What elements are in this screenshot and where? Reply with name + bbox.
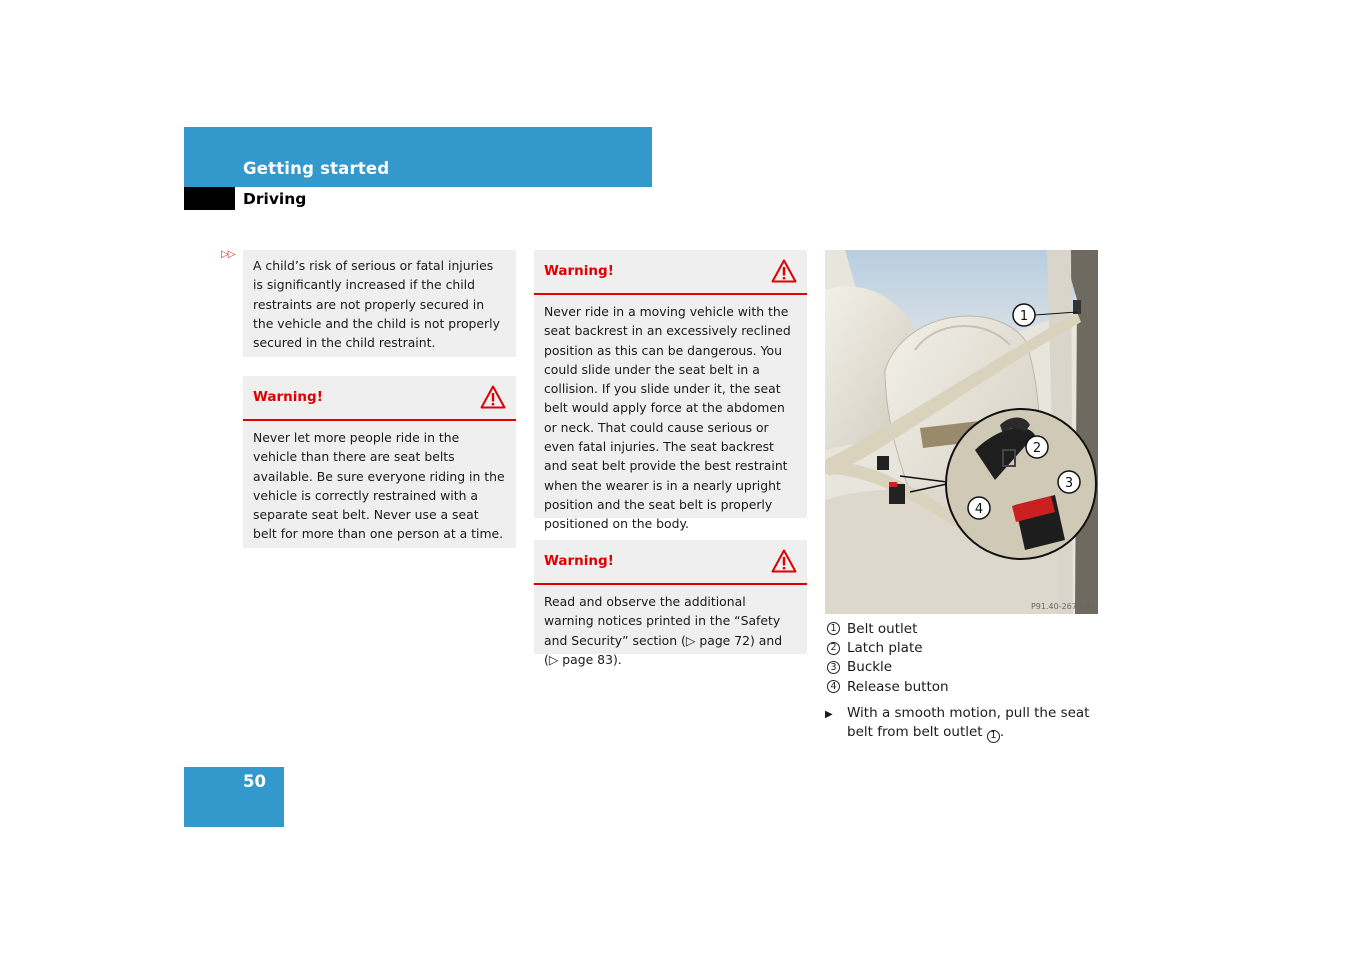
warning-text: Never let more people ride in the vehicle than there are seat belts available. Be sure everyone riding in the vehicle is correctly restrained with a separate seat belt. Never use a seat belt for more than one person at a time. xyxy=(253,430,505,542)
section-tab-marker xyxy=(184,187,235,210)
section-title: Getting started xyxy=(243,159,390,178)
legend-item xyxy=(825,658,1100,677)
legend-number: 4 xyxy=(827,680,840,693)
warning-label: Warning! xyxy=(544,553,614,569)
warning-header xyxy=(534,540,807,585)
legend-label: Belt outlet xyxy=(847,620,918,637)
legend-item xyxy=(825,619,1100,638)
intro-text: A child’s risk of serious or fatal injuries is significantly increased if the child restraints are not properly secured in the vehicle and the child is not properly secured in the child restraint. xyxy=(253,258,500,351)
figure-legend xyxy=(825,619,1100,697)
instruction-step xyxy=(825,704,1100,743)
warning-box-additional-notices xyxy=(534,540,807,667)
legend-label: Buckle xyxy=(847,659,893,676)
legend-number: 3 xyxy=(827,661,840,674)
warning-triangle-icon xyxy=(771,549,797,573)
legend-number: 2 xyxy=(827,642,840,655)
legend-label: Latch plate xyxy=(847,640,923,657)
warning-text: Never ride in a moving vehicle with the seat backrest in an excessively reclined position as this can be dangerous. You could slide under the seat belt in a collision. If you slide under it, the seat belt would apply force at the abdomen or neck. That could cause serious or even fatal injuries. The seat backrest and seat belt provide the best restraint when the wearer is in a nearly upright position and the seat belt is properly positioned on the body. xyxy=(544,304,791,532)
callout-4 xyxy=(968,497,990,519)
seat-belt-photo xyxy=(825,250,1098,614)
continuation-marker: ▷▷ xyxy=(221,249,235,260)
warning-header xyxy=(243,376,516,421)
warning-label: Warning! xyxy=(253,389,323,405)
warning-text: Read and observe the additional warning notices printed in the “Safety and Security” section (▷ page 72) and (▷ page 83). xyxy=(544,594,783,667)
page-number-band xyxy=(184,767,284,827)
callout-3 xyxy=(1058,471,1080,493)
svg-text:4: 4 xyxy=(974,502,984,517)
subsection-title: Driving xyxy=(243,190,307,208)
legend-label: Release button xyxy=(847,678,949,695)
image-code: P91.40-2673-31 xyxy=(1030,602,1095,611)
warning-header xyxy=(534,250,807,295)
seat-belt-illustration xyxy=(825,250,1098,614)
warning-triangle-icon xyxy=(480,385,506,409)
step-arrow-icon: ▶ xyxy=(825,709,833,720)
legend-number: 1 xyxy=(827,622,840,635)
warning-box-seat-count xyxy=(243,376,516,548)
svg-text:3: 3 xyxy=(1064,476,1074,491)
warning-box-reclined-seat xyxy=(534,250,807,532)
warning-label: Warning! xyxy=(544,263,614,279)
svg-text:1: 1 xyxy=(1019,309,1029,324)
legend-item xyxy=(825,677,1100,696)
page-number: 50 xyxy=(243,772,266,791)
callout-1 xyxy=(1013,304,1035,326)
legend-item xyxy=(825,638,1100,657)
belt-outlet-ref: 1 xyxy=(987,730,1000,743)
header-band xyxy=(184,127,652,187)
callout-2 xyxy=(1026,436,1048,458)
intro-text-box xyxy=(243,250,516,357)
warning-triangle-icon xyxy=(771,259,797,283)
instruction-text: With a smooth motion, pull the seat belt from belt outlet 1 . xyxy=(847,705,1090,742)
svg-text:2: 2 xyxy=(1032,441,1042,456)
